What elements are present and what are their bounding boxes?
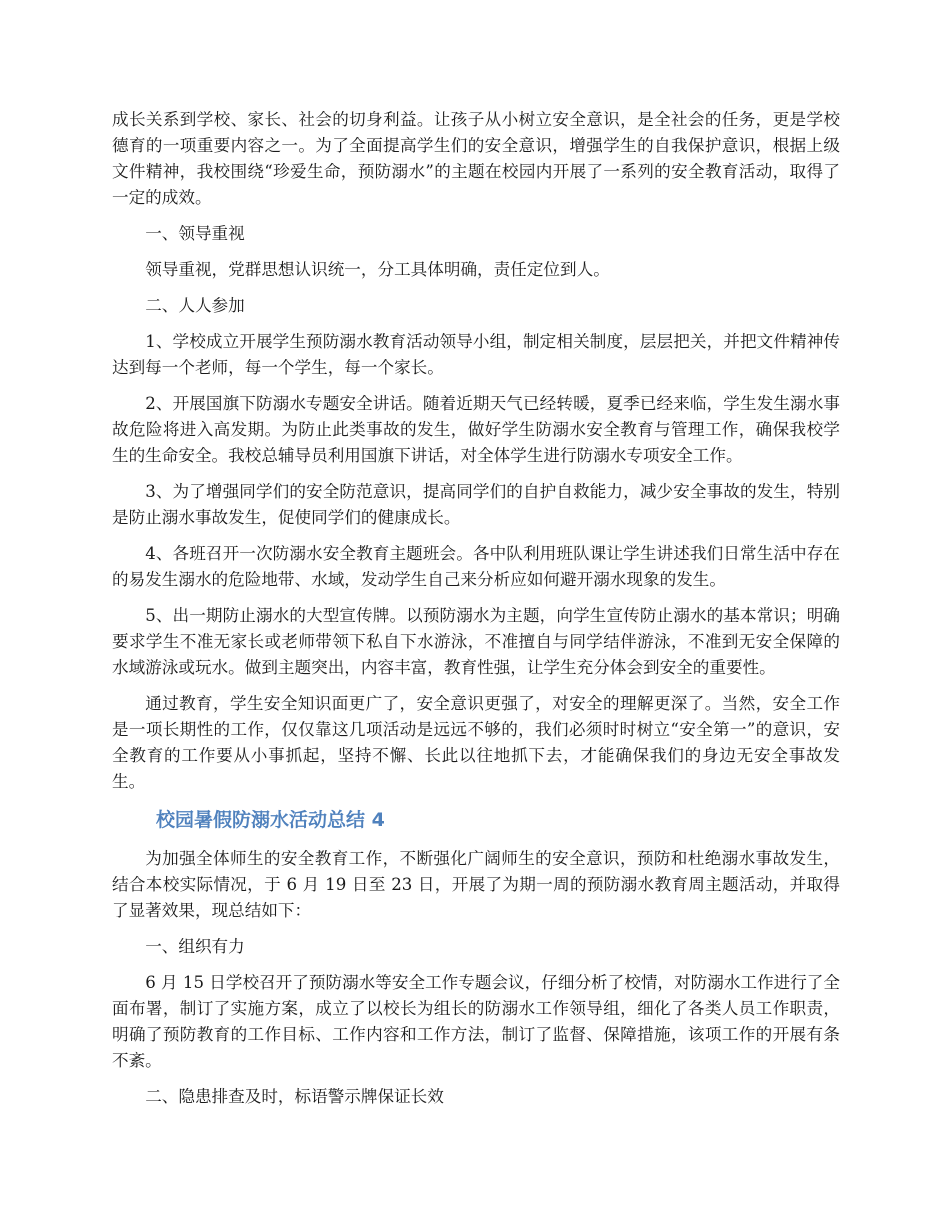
list-item-5: 5、出一期防止溺水的大型宣传牌。以预防溺水为主题，向学生宣传防止溺水的基本常识；明确要求学生不准无家长或老师带领下私自下水游泳，不准擅自与同学结伴游泳，不准到无安全保障的水域游泳或玩水。做到主题突出，内容丰富，教育性强，让学生充分体会到安全的重要性。 xyxy=(112,606,840,677)
intro-paragraph: 成长关系到学校、家长、社会的切身利益。让孩子从小树立安全意识，是全社会的任务，更是学校德育的一项重要内容之一。为了全面提高学生们的安全意识，增强学生的自我保护意识，根据上级文件精神，我校围绕“珍爱生命，预防溺水”的主题在校园内开展了一系列的安全教育活动，取得了一定的成效。 xyxy=(112,110,840,207)
list-item-1: 1、学校成立开展学生预防溺水教育活动领导小组，制定相关制度，层层把关，并把文件精神传达到每一个老师，每一个学生，每一个家长。 xyxy=(112,332,840,377)
document-page xyxy=(112,107,840,1120)
list-item-3: 3、为了增强同学们的安全防范意识，提高同学们的自护自救能力，减少安全事故的发生，特别是防止溺水事故发生，促使同学们的健康成长。 xyxy=(112,482,840,527)
list-item-4: 4、各班召开一次防溺水安全教育主题班会。各中队利用班队课让学生讲述我们日常生活中存在的易发生溺水的危险地带、水域，发动学生自己来分析应如何避开溺水现象的发生。 xyxy=(112,544,840,589)
article-title: 校园暑假防溺水活动总结 4 xyxy=(156,809,385,831)
section-heading-inspection: 二、隐患排查及时，标语警示牌保证长效 xyxy=(145,1087,444,1106)
section-heading-participation: 二、人人参加 xyxy=(145,296,245,315)
section-heading-leadership: 一、领导重视 xyxy=(145,224,245,243)
paragraph-organization: 6 月 15 日学校召开了预防溺水等安全工作专题会议，仔细分析了校情，对防溺水工作进行了全面布署，制订了实施方案，成立了以校长为组长的防溺水工作领导组，细化了各类人员工作职责，明确了预防教育的工作目标、工作内容和工作方法，制订了监督、保障措施，该项工作的开展有条不紊。 xyxy=(112,973,840,1070)
section-heading-organization: 一、组织有力 xyxy=(145,937,245,956)
conclusion-paragraph: 通过教育，学生安全知识面更广了，安全意识更强了，对安全的理解更深了。当然，安全工作是一项长期性的工作，仅仅靠这几项活动是远远不够的，我们必须时时树立“安全第一”的意识，安全教育的工作要从小事抓起，坚持不懈、长此以往地抓下去，才能确保我们的身边无安全事故发生。 xyxy=(112,694,840,791)
list-item-2: 2、开展国旗下防溺水专题安全讲话。随着近期天气已经转暖，夏季已经来临，学生发生溺水事故危险将进入高发期。为防止此类事故的发生，做好学生防溺水安全教育与管理工作，确保我校学生的生命安全。我校总辅导员利用国旗下讲话，对全体学生进行防溺水专项安全工作。 xyxy=(112,394,840,465)
article-intro-paragraph: 为加强全体师生的安全教育工作，不断强化广阔师生的安全意识，预防和杜绝溺水事故发生，结合本校实际情况，于 6 月 19 日至 23 日，开展了为期一周的预防溺水教育周主题活动，并取得了显著效果，现总结如下： xyxy=(112,849,840,920)
paragraph-leadership: 领导重视，党群思想认识统一，分工具体明确，责任定位到人。 xyxy=(145,260,610,279)
